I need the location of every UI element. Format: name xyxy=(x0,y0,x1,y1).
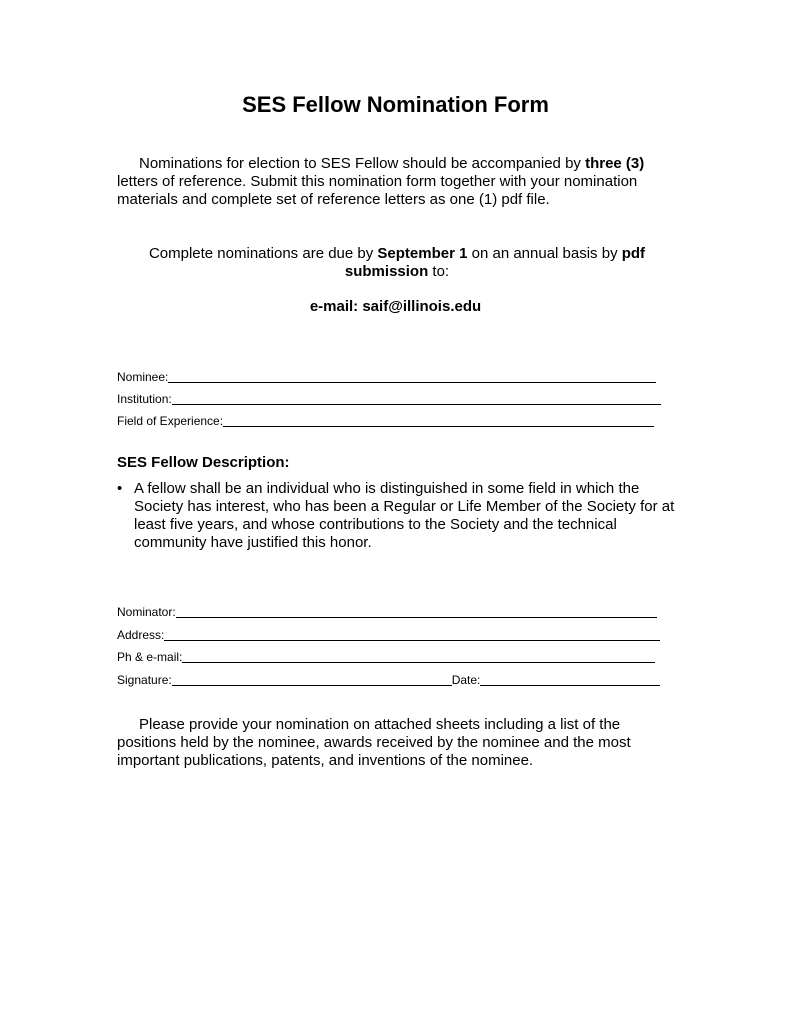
description-list xyxy=(117,480,679,552)
address-label: Address: xyxy=(117,628,165,642)
institution-line[interactable] xyxy=(172,393,661,405)
description-heading: SES Fellow Description: xyxy=(117,454,290,471)
intro-text-before: Nominations for election to SES Fellow should be accompanied by xyxy=(139,155,586,172)
signature-label: Signature: xyxy=(117,673,172,687)
address-line[interactable] xyxy=(164,629,660,641)
signature-row xyxy=(117,673,660,687)
signature-line[interactable] xyxy=(172,674,452,686)
nominator-field[interactable] xyxy=(117,605,657,619)
phone-email-field[interactable] xyxy=(117,650,655,664)
intro-text-after: letters of reference. Submit this nomination form together with your nomination materials and complete set of reference letters as one (1) pdf file. xyxy=(117,173,638,208)
list-item xyxy=(117,480,679,552)
nominee-label: Nominee: xyxy=(117,370,169,384)
page-title: SES Fellow Nomination Form xyxy=(242,92,549,117)
deadline-text-after: to: xyxy=(428,263,450,280)
intro-bold-count: three (3) xyxy=(585,155,645,172)
deadline-paragraph xyxy=(117,245,677,281)
field-of-experience-field[interactable] xyxy=(117,414,654,428)
deadline-method: pdf submission xyxy=(344,245,646,280)
nominator-label: Nominator: xyxy=(117,605,176,619)
description-text: A fellow shall be an individual who is distinguished in some field in which the Society has interest, who has been a Regular or Life Member of the Society for at least five years, and whose contributions to the Society and the technical community have justified this honor. xyxy=(134,480,675,551)
address-field[interactable] xyxy=(117,628,660,642)
institution-field[interactable] xyxy=(117,392,661,406)
institution-label: Institution: xyxy=(117,392,172,406)
deadline-text-before: Complete nominations are due by xyxy=(148,245,378,262)
phone-email-line[interactable] xyxy=(182,651,655,663)
field-of-experience-line[interactable] xyxy=(223,415,654,427)
nominator-line[interactable] xyxy=(176,606,657,618)
deadline-text-middle: on an annual basis by xyxy=(467,245,622,262)
nominee-field[interactable] xyxy=(117,370,656,384)
nominee-line[interactable] xyxy=(168,371,656,383)
date-label: Date: xyxy=(451,673,481,687)
deadline-date: September 1 xyxy=(377,245,468,262)
phone-email-label: Ph & e-mail: xyxy=(117,650,183,664)
intro-paragraph xyxy=(117,155,677,209)
submission-email: e-mail: saif@illinois.edu xyxy=(309,298,482,315)
date-line[interactable] xyxy=(480,674,660,686)
closing-paragraph: Please provide your nomination on attached sheets including a list of the positions held by the nominee, awards received by the nominee and the most important publications, patents, and inventions of the nominee. xyxy=(117,716,631,769)
bullet-icon: • xyxy=(117,480,123,497)
field-of-experience-label: Field of Experience: xyxy=(117,414,224,428)
